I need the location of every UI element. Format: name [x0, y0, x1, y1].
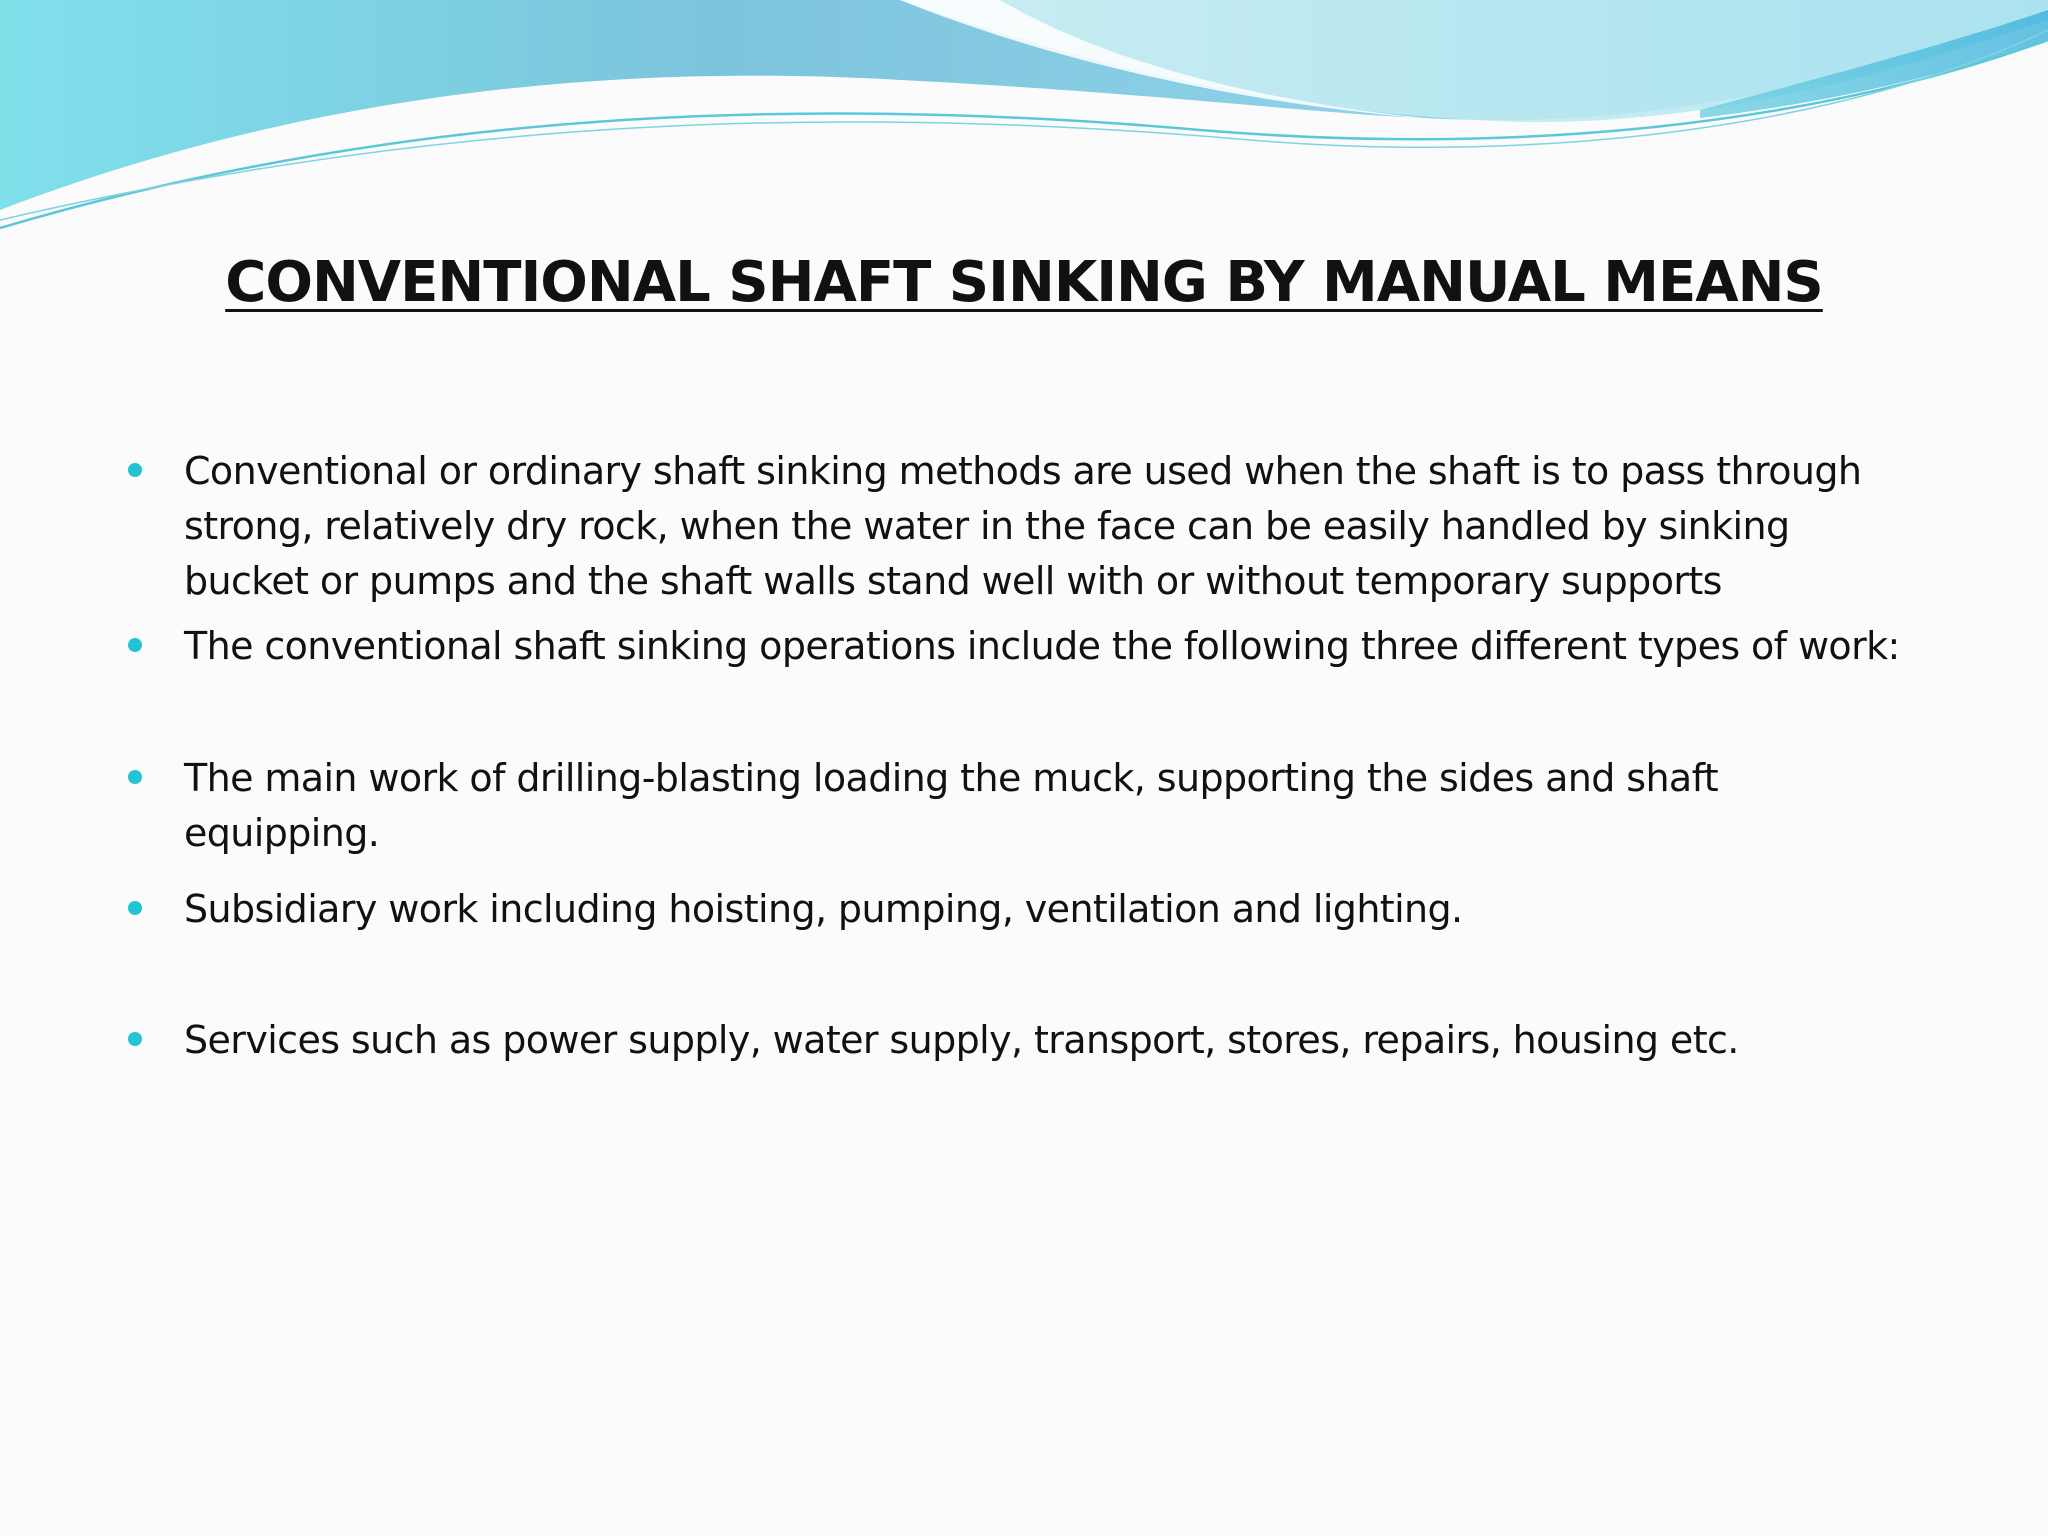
dot-icon	[128, 463, 142, 477]
bullet-text: The conventional shaft sinking operations include the following three different types of work:	[184, 624, 1900, 668]
dot-icon	[128, 770, 142, 784]
dot-icon	[128, 638, 142, 652]
bullet-text: Services such as power supply, water supply, transport, stores, repairs, housing etc.	[184, 1018, 1739, 1062]
slide-title: CONVENTIONAL SHAFT SINKING BY MANUAL MEANS	[225, 250, 1823, 315]
bullet-text: The main work of drilling-blasting loading the muck, supporting the sides and shaft equipping.	[184, 756, 1719, 855]
dot-icon	[128, 901, 142, 915]
bullet-text: Subsidiary work including hoisting, pumping, ventilation and lighting.	[184, 887, 1463, 931]
list-item	[184, 751, 1924, 861]
list-item	[184, 619, 1924, 674]
list-item	[184, 1013, 1924, 1068]
list-item	[184, 882, 1924, 937]
bullet-text: Conventional or ordinary shaft sinking methods are used when the shaft is to pass through strong, relatively dry rock, when the water in the face can be easily handled by sinking bucket or pumps and the shaft walls stand well with or without temporary supports	[184, 449, 1862, 603]
dot-icon	[128, 1032, 142, 1046]
list-item	[184, 444, 1924, 609]
